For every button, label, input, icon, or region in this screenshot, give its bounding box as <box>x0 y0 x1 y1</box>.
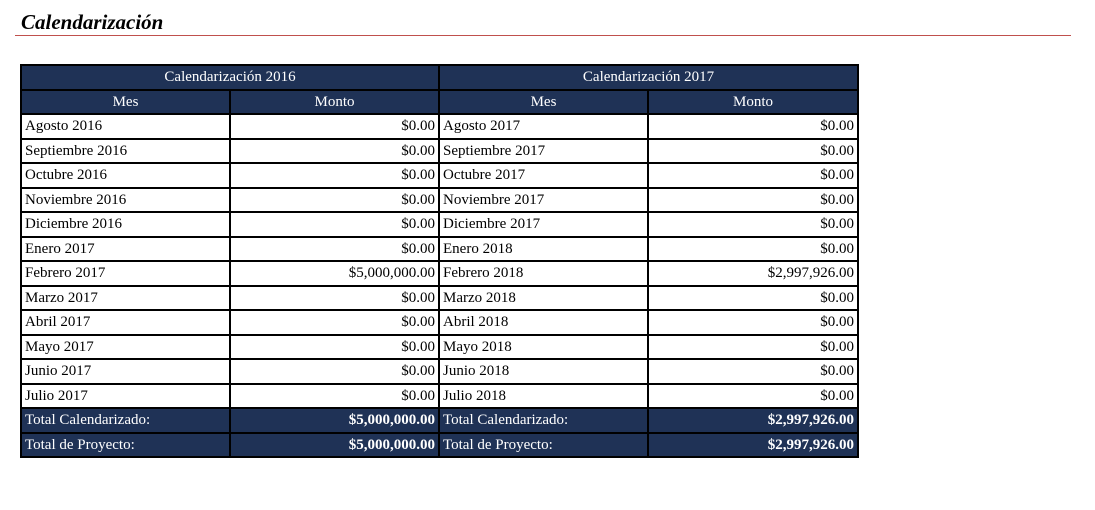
col-header-monto: Monto <box>648 90 858 115</box>
amount-cell: $0.00 <box>230 163 439 188</box>
month-cell: Agosto 2017 <box>439 114 648 139</box>
table-row <box>21 237 858 262</box>
month-cell: Diciembre 2016 <box>21 212 230 237</box>
month-cell: Julio 2017 <box>21 384 230 409</box>
table-row <box>21 359 858 384</box>
month-cell: Octubre 2016 <box>21 163 230 188</box>
amount-cell: $0.00 <box>648 163 858 188</box>
table-row <box>21 114 858 139</box>
month-cell: Noviembre 2017 <box>439 188 648 213</box>
month-cell: Abril 2017 <box>21 310 230 335</box>
total-proyecto-label: Total de Proyecto: <box>439 433 648 458</box>
year-header-row <box>21 65 858 90</box>
col-header-mes: Mes <box>21 90 230 115</box>
year-header-2016: Calendarización 2016 <box>21 65 439 90</box>
month-cell: Septiembre 2017 <box>439 139 648 164</box>
total-calendarizado-value: $5,000,000.00 <box>230 408 439 433</box>
month-cell: Abril 2018 <box>439 310 648 335</box>
total-proyecto-row <box>21 433 858 458</box>
amount-cell: $0.00 <box>648 212 858 237</box>
amount-cell: $0.00 <box>230 139 439 164</box>
month-cell: Junio 2017 <box>21 359 230 384</box>
amount-cell: $0.00 <box>648 310 858 335</box>
total-calendarizado-label: Total Calendarizado: <box>439 408 648 433</box>
table-row <box>21 384 858 409</box>
month-cell: Enero 2017 <box>21 237 230 262</box>
month-cell: Marzo 2017 <box>21 286 230 311</box>
page-title: Calendarización <box>21 10 164 34</box>
amount-cell: $0.00 <box>648 139 858 164</box>
col-header-monto: Monto <box>230 90 439 115</box>
amount-cell: $0.00 <box>230 359 439 384</box>
total-proyecto-value: $5,000,000.00 <box>230 433 439 458</box>
amount-cell: $0.00 <box>230 212 439 237</box>
month-cell: Julio 2018 <box>439 384 648 409</box>
table-row <box>21 261 858 286</box>
amount-cell: $0.00 <box>230 335 439 360</box>
month-cell: Febrero 2018 <box>439 261 648 286</box>
table-row <box>21 188 858 213</box>
month-cell: Agosto 2016 <box>21 114 230 139</box>
amount-cell: $0.00 <box>230 310 439 335</box>
col-header-mes: Mes <box>439 90 648 115</box>
amount-cell: $0.00 <box>230 286 439 311</box>
total-calendarizado-value: $2,997,926.00 <box>648 408 858 433</box>
amount-cell: $0.00 <box>648 237 858 262</box>
amount-cell: $0.00 <box>648 114 858 139</box>
amount-cell: $0.00 <box>230 237 439 262</box>
amount-cell: $5,000,000.00 <box>230 261 439 286</box>
table-row <box>21 212 858 237</box>
table-row <box>21 310 858 335</box>
table-row <box>21 163 858 188</box>
schedule-table <box>20 64 859 458</box>
title-divider <box>15 35 1071 36</box>
month-cell: Marzo 2018 <box>439 286 648 311</box>
month-cell: Septiembre 2016 <box>21 139 230 164</box>
amount-cell: $0.00 <box>230 188 439 213</box>
table-row <box>21 335 858 360</box>
column-header-row <box>21 90 858 115</box>
month-cell: Mayo 2017 <box>21 335 230 360</box>
month-cell: Diciembre 2017 <box>439 212 648 237</box>
amount-cell: $0.00 <box>230 384 439 409</box>
month-cell: Mayo 2018 <box>439 335 648 360</box>
amount-cell: $0.00 <box>648 286 858 311</box>
table-row <box>21 286 858 311</box>
amount-cell: $0.00 <box>648 188 858 213</box>
month-cell: Junio 2018 <box>439 359 648 384</box>
month-cell: Febrero 2017 <box>21 261 230 286</box>
total-calendarizado-row <box>21 408 858 433</box>
total-proyecto-value: $2,997,926.00 <box>648 433 858 458</box>
year-header-2017: Calendarización 2017 <box>439 65 858 90</box>
table-row <box>21 139 858 164</box>
amount-cell: $0.00 <box>648 384 858 409</box>
amount-cell: $0.00 <box>230 114 439 139</box>
month-cell: Octubre 2017 <box>439 163 648 188</box>
total-proyecto-label: Total de Proyecto: <box>21 433 230 458</box>
amount-cell: $0.00 <box>648 335 858 360</box>
month-rows <box>21 114 858 408</box>
month-cell: Enero 2018 <box>439 237 648 262</box>
amount-cell: $0.00 <box>648 359 858 384</box>
amount-cell: $2,997,926.00 <box>648 261 858 286</box>
month-cell: Noviembre 2016 <box>21 188 230 213</box>
total-calendarizado-label: Total Calendarizado: <box>21 408 230 433</box>
